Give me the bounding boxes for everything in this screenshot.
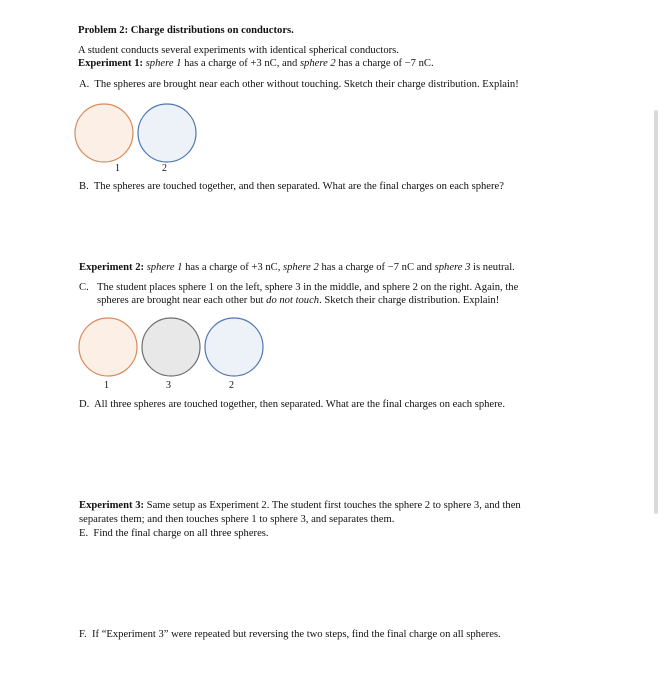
exp2-sphere-2-name: sphere 2 xyxy=(283,262,319,273)
part-b xyxy=(79,181,504,193)
exp2-sphere-3-name: sphere 3 xyxy=(434,262,471,273)
experiment-2-text-3: is neutral. xyxy=(470,262,515,273)
part-c-line-2a: spheres are brought near each other but xyxy=(97,295,267,306)
sphere-1-name: sphere 1 xyxy=(145,58,182,69)
experiment-3-label: Experiment 3: xyxy=(79,500,145,511)
experiment-3-line-1 xyxy=(79,500,521,512)
part-d xyxy=(79,399,505,411)
experiment-2-label: Experiment 2: xyxy=(79,262,145,273)
sphere-2-circle xyxy=(205,318,263,376)
part-c-line-2c: . Sketch their charge distribution. Explain! xyxy=(319,295,500,306)
part-e-text: Find the final charge on all three spheres. xyxy=(93,528,269,539)
experiment-3-text-1: Same setup as Experiment 2. The student first touches the sphere 2 to sphere 3, and then xyxy=(144,500,521,511)
part-d-text: All three spheres are touched together, then separated. What are the final charges on each sphere. xyxy=(94,399,506,410)
intro-text: A student conducts several experiments with identical spherical conductors. xyxy=(78,45,399,56)
experiment-1-text-1: has a charge of +3 nC, and xyxy=(181,58,300,69)
sphere-1-circle xyxy=(75,104,133,162)
figure-1-label-1: 1 xyxy=(115,163,120,174)
experiment-1-label: Experiment 1: xyxy=(78,58,144,69)
experiment-2-text-2: has a charge of −7 nC and xyxy=(318,262,435,273)
part-e-letter: E. xyxy=(79,528,89,539)
figure-2-label-3: 3 xyxy=(166,380,171,391)
experiment-3-line-2: separates them; and then touches sphere 1 to sphere 3, and separates them. xyxy=(79,514,395,525)
sphere-2-name: sphere 2 xyxy=(299,58,336,69)
part-f xyxy=(79,629,501,641)
part-f-text: If “Experiment 3” were repeated but reversing the two steps, find the final charge on all spheres. xyxy=(92,629,501,640)
problem-title: Problem 2: Charge distributions on conductors. xyxy=(78,25,294,36)
experiment-1-text-2: has a charge of −7 nC. xyxy=(335,58,434,69)
part-e xyxy=(79,528,269,540)
sphere-1-circle xyxy=(79,318,137,376)
experiment-2-text-1: has a charge of +3 nC, xyxy=(182,262,283,273)
exp2-sphere-1-name: sphere 1 xyxy=(146,262,183,273)
part-d-letter: D. xyxy=(79,399,90,410)
experiment-1-statement xyxy=(78,58,434,70)
part-f-letter: F. xyxy=(79,629,87,640)
figure-2-label-2: 2 xyxy=(229,380,234,391)
figure-1-label-2: 2 xyxy=(162,163,167,174)
sphere-3-circle xyxy=(142,318,200,376)
part-a-text: The spheres are brought near each other without touching. Sketch their charge distribution. Explain! xyxy=(94,79,519,90)
experiment-2-statement xyxy=(79,262,515,274)
part-a xyxy=(79,79,519,91)
part-b-text: The spheres are touched together, and then separated. What are the final charges on each sphere? xyxy=(93,181,504,192)
part-c-do-not-touch: do not touch xyxy=(266,295,320,306)
sphere-2-circle xyxy=(138,104,196,162)
figure-2-label-1: 1 xyxy=(104,380,109,391)
part-c-line-2 xyxy=(97,295,499,307)
part-b-letter: B. xyxy=(79,181,89,192)
vertical-scrollbar[interactable] xyxy=(654,110,658,514)
part-a-letter: A. xyxy=(79,79,90,90)
figure-2-spheres xyxy=(75,318,275,388)
part-c-line-1: The student places sphere 1 on the left, sphere 3 in the middle, and sphere 2 on the right. Again, the xyxy=(97,282,519,293)
part-c-letter: C. xyxy=(79,282,89,293)
figure-1-spheres xyxy=(70,104,210,174)
